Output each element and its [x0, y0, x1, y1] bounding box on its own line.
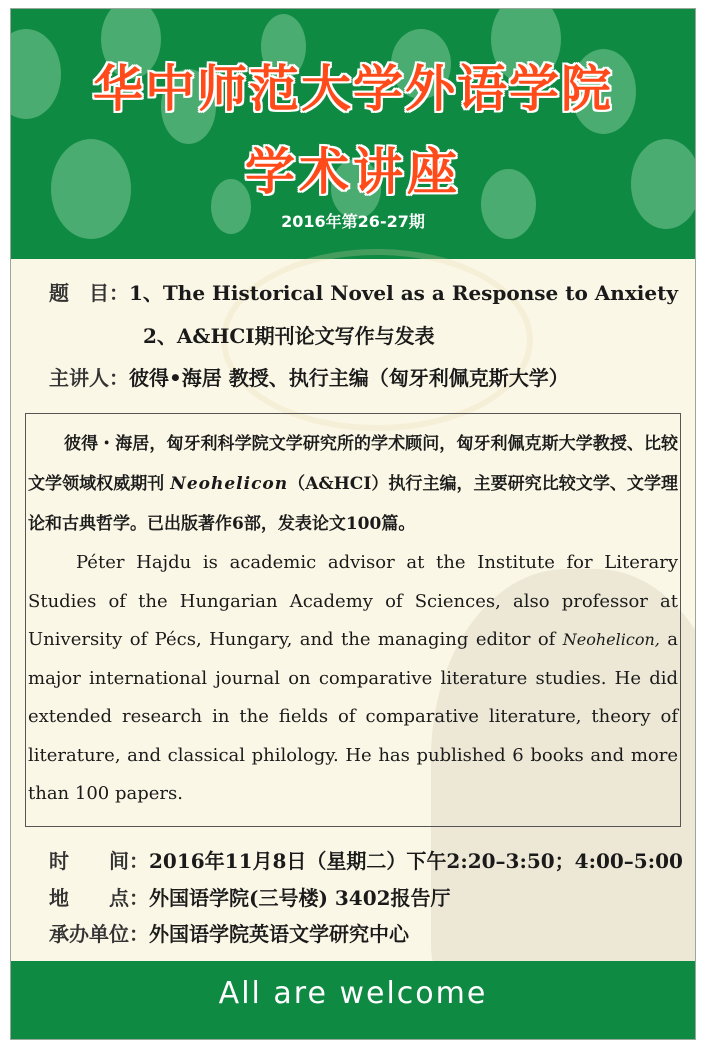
bio-cn-text-2: （A&HCI）执行主编，主要研究比较文学、文学理论和古典哲学。已出版著作6部，发表论文100篇。	[28, 474, 678, 534]
place-line	[49, 882, 451, 911]
bio-chinese	[28, 424, 678, 544]
topic-item-1: 1、The Historical Novel as a Response to Anxiety	[129, 281, 678, 305]
poster-subtitle: 学术讲座	[245, 143, 461, 201]
bio-english	[28, 544, 678, 814]
speaker-bio-box	[25, 413, 681, 827]
bio-journal-name: Neohelicon	[170, 474, 289, 494]
speaker-value: 彼得•海居 教授、执行主编（匈牙利佩克斯大学）	[129, 366, 569, 390]
poster	[10, 8, 696, 1040]
organizer-line	[49, 918, 409, 947]
bio-en-journal: Neohelicon,	[562, 630, 660, 649]
bio-en-text-1: Péter Hajdu is academic advisor at the Institute for Literary Studies of the Hungarian Academy of Sciences, also professor at University of Pécs, Hungary, and the managing editor of	[28, 552, 678, 650]
organizer-value: 外国语学院英语文学研究中心	[149, 922, 409, 946]
speaker-label: 主讲人：	[49, 366, 129, 390]
organizer-label: 承办单位：	[49, 922, 149, 946]
topic-item-2: 2、A&HCI期刊论文写作与发表	[143, 324, 435, 348]
header-banner	[11, 9, 695, 259]
topic-line-2	[143, 320, 435, 349]
place-value: 外国语学院(三号楼) 3402报告厅	[149, 886, 451, 910]
speaker-line	[49, 362, 569, 391]
bio-cn-text-1: 彼得・海居，匈牙利科学院文学研究所的学术顾问，匈牙利佩克斯大学教授、比较文学领域权威期刊	[28, 434, 678, 494]
footer-banner	[11, 961, 695, 1039]
welcome-text: All are welcome	[218, 976, 488, 1011]
poster-title: 华中师范大学外语学院	[93, 60, 613, 118]
place-label: 地 点：	[49, 886, 149, 910]
topic-line-1	[49, 277, 678, 306]
time-value: 2016年11月8日（星期二）下午2:20–3:50；4:00–5:00	[149, 849, 683, 873]
issue-number: 2016年第26-27期	[281, 212, 425, 231]
time-line	[49, 845, 683, 874]
topic-label: 题 目：	[49, 281, 129, 305]
time-label: 时 间：	[49, 849, 149, 873]
bio-en-text-2: a major international journal on comparative literature studies. He did extended research in the fields of comparative literature, theory of literature, and classical philology. He has published 6 books and more than 100 papers.	[28, 629, 679, 804]
